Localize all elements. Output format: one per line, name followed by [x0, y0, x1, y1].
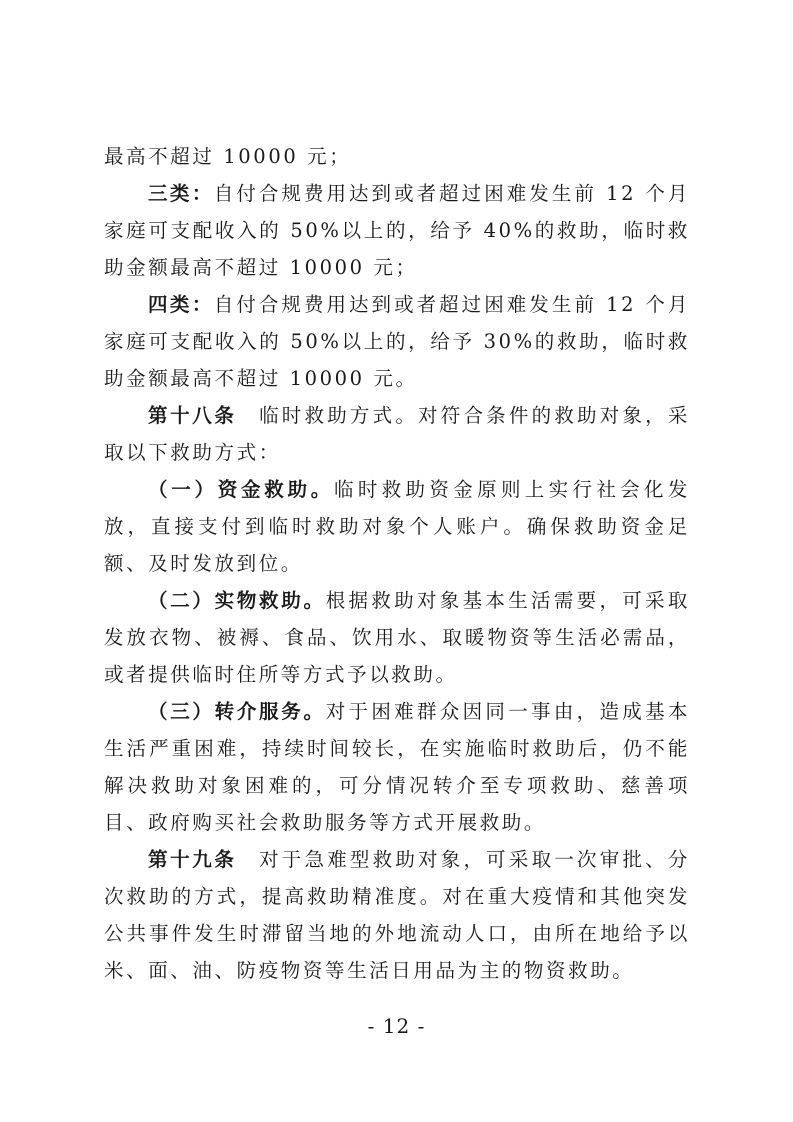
paragraph-article-18 [104, 397, 690, 471]
article-heading: 第十八条 [148, 404, 237, 427]
paragraph-article-19 [104, 841, 690, 989]
document-body [104, 138, 690, 989]
paragraph-text: 根据救助对象基本生活需要，可采取发放衣物、被褥、食品、饮用水、取暖物资等生活必需品，或者提供临时住所等方式予以救助。 [104, 589, 690, 686]
paragraph-text: 自付合规费用达到或者超过困难发生前 12 个月家庭可支配收入的 50%以上的，给予 40%的救助，临时救助金额最高不超过 10000 元； [104, 182, 690, 279]
item-heading: （一）资金救助。 [148, 478, 334, 501]
page-number: - 12 - [367, 1014, 426, 1038]
paragraph-text: 最高不超过 10000 元； [104, 145, 352, 168]
item-heading: （二）实物救助。 [148, 589, 326, 612]
paragraph-category-four [104, 286, 690, 397]
paragraph-cash-assistance [104, 471, 690, 582]
item-heading: （三）转介服务。 [148, 700, 326, 723]
paragraph-referral-service [104, 693, 690, 841]
paragraph-text: 自付合规费用达到或者超过困难发生前 12 个月家庭可支配收入的 50%以上的，给予 30%的救助，临时救助金额最高不超过 10000 元。 [104, 293, 690, 390]
category-heading: 三类： [148, 182, 214, 205]
paragraph-in-kind-assistance [104, 582, 690, 693]
paragraph-text: 对于急难型救助对象，可采取一次审批、分次救助的方式，提高救助精准度。对在重大疫情和其他突发公共事件发生时滞留当地的外地流动人口，由所在地给予以米、面、油、防疫物资等生活日用品为主的物资救助。 [104, 848, 690, 982]
paragraph-text: 临时救助资金原则上实行社会化发放，直接支付到临时救助对象个人账户。确保救助资金足额、及时发放到位。 [104, 478, 690, 575]
category-heading: 四类： [148, 293, 214, 316]
paragraph-category-three [104, 175, 690, 286]
paragraph-text: 临时救助方式。对符合条件的救助对象，采取以下救助方式： [104, 404, 690, 464]
article-heading: 第十九条 [148, 848, 237, 871]
paragraph-continuation [104, 138, 690, 175]
paragraph-text: 对于困难群众因同一事由，造成基本生活严重困难，持续时间较长，在实施临时救助后，仍不能解决救助对象困难的，可分情况转介至专项救助、慈善项目、政府购买社会救助服务等方式开展救助。 [104, 700, 690, 834]
